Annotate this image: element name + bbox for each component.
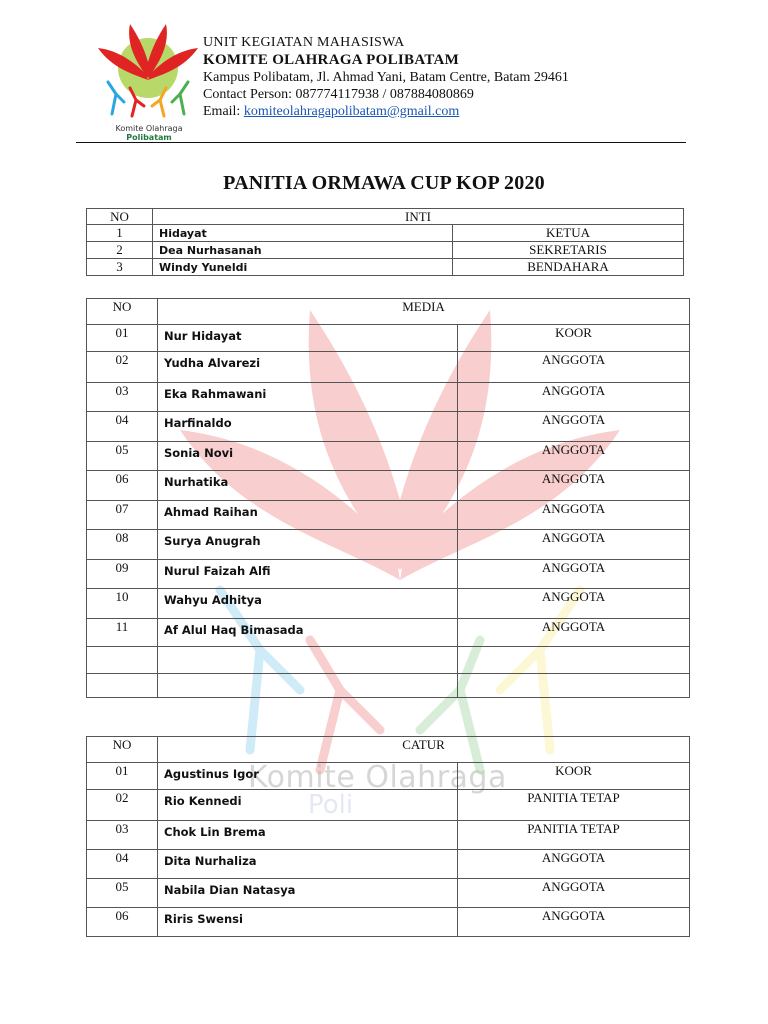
row-number: 08 — [87, 530, 158, 560]
inti-table — [86, 208, 684, 276]
member-role: ANGGOTA — [458, 471, 690, 501]
member-role: ANGGOTA — [458, 412, 690, 442]
row-number: 06 — [87, 471, 158, 501]
member-role: ANGGOTA — [458, 560, 690, 589]
member-role: KOOR — [458, 325, 690, 352]
table-row — [87, 383, 690, 412]
member-name: Ahmad Raihan — [158, 501, 458, 530]
table-row — [87, 471, 690, 501]
member-name: Surya Anugrah — [158, 530, 458, 560]
row-number — [87, 647, 158, 674]
member-name — [158, 674, 458, 698]
row-number: 01 — [87, 763, 158, 790]
table-row — [87, 619, 690, 647]
member-role: ANGGOTA — [458, 501, 690, 530]
row-number: 11 — [87, 619, 158, 647]
table-row — [87, 763, 690, 790]
row-number: 04 — [87, 850, 158, 879]
row-number: 06 — [87, 908, 158, 937]
table-row — [87, 879, 690, 908]
table-row — [87, 242, 684, 259]
table-row — [87, 908, 690, 937]
email-link[interactable]: komiteolahragapolibatam@gmail.com — [243, 104, 460, 119]
member-role: KETUA — [453, 225, 684, 242]
member-role — [458, 674, 690, 698]
table-row — [87, 325, 690, 352]
table-header-row — [87, 737, 690, 763]
table-row — [87, 560, 690, 589]
member-role: ANGGOTA — [458, 530, 690, 560]
row-number: 1 — [87, 225, 153, 242]
catur-table — [86, 736, 690, 937]
row-number: 05 — [87, 442, 158, 471]
row-number: 03 — [87, 383, 158, 412]
member-name: Nurul Faizah Alfi — [158, 560, 458, 589]
page-title: PANITIA ORMAWA CUP KOP 2020 — [223, 172, 545, 194]
member-name: Sonia Novi — [158, 442, 458, 471]
row-number: 09 — [87, 560, 158, 589]
member-role: KOOR — [458, 763, 690, 790]
table-row — [87, 674, 690, 698]
contact-person: Contact Person: 087774117938 / 087884080869 — [203, 87, 474, 102]
member-role — [458, 647, 690, 674]
unit-name: UNIT KEGIATAN MAHASISWA — [203, 35, 405, 50]
member-role: ANGGOTA — [458, 908, 690, 937]
member-name: Nabila Dian Natasya — [158, 879, 458, 908]
member-name: Hidayat — [153, 225, 453, 242]
member-role: PANITIA TETAP — [458, 821, 690, 850]
member-name: Rio Kennedi — [158, 790, 458, 821]
member-name: Nurhatika — [158, 471, 458, 501]
row-number: 2 — [87, 242, 153, 259]
member-name — [158, 647, 458, 674]
col-section-header: CATUR — [158, 737, 690, 763]
table-row — [87, 352, 690, 383]
member-name: Eka Rahmawani — [158, 383, 458, 412]
col-section-header: INTI — [153, 209, 684, 225]
table-row — [87, 850, 690, 879]
member-name: Dita Nurhaliza — [158, 850, 458, 879]
member-role: ANGGOTA — [458, 879, 690, 908]
logo-caption-title: Komite Olahraga — [115, 124, 183, 133]
member-role: ANGGOTA — [458, 589, 690, 619]
row-number — [87, 674, 158, 698]
row-number: 04 — [87, 412, 158, 442]
address: Kampus Polibatam, Jl. Ahmad Yani, Batam Centre, Batam 29461 — [203, 70, 569, 85]
organization-name: KOMITE OLAHRAGA POLIBATAM — [203, 52, 460, 68]
col-no-header: NO — [87, 737, 158, 763]
table-row — [87, 412, 690, 442]
row-number: 07 — [87, 501, 158, 530]
logo-caption — [100, 124, 198, 142]
email-label: Email: — [203, 104, 241, 119]
member-role: ANGGOTA — [458, 850, 690, 879]
row-number: 02 — [87, 790, 158, 821]
row-number: 3 — [87, 259, 153, 276]
email-line — [203, 103, 569, 120]
watermark-subtext: Poli — [308, 790, 354, 820]
table-row — [87, 225, 684, 242]
letterhead — [203, 34, 569, 120]
row-number: 01 — [87, 325, 158, 352]
member-role: ANGGOTA — [458, 619, 690, 647]
col-no-header: NO — [87, 299, 158, 325]
table-row — [87, 647, 690, 674]
row-number: 03 — [87, 821, 158, 850]
letterhead-divider — [76, 142, 686, 143]
member-role: SEKRETARIS — [453, 242, 684, 259]
member-role: ANGGOTA — [458, 383, 690, 412]
member-role: ANGGOTA — [458, 352, 690, 383]
member-name: Nur Hidayat — [158, 325, 458, 352]
member-role: BENDAHARA — [453, 259, 684, 276]
table-header-row — [87, 299, 690, 325]
table-row — [87, 821, 690, 850]
table-header-row — [87, 209, 684, 225]
logo-caption-subtitle: Polibatam — [126, 133, 172, 142]
watermark-text: Komite Olahraga — [248, 760, 507, 795]
col-no-header: NO — [87, 209, 153, 225]
member-name: Dea Nurhasanah — [153, 242, 453, 259]
row-number: 02 — [87, 352, 158, 383]
member-name: Wahyu Adhitya — [158, 589, 458, 619]
member-name: Yudha Alvarezi — [158, 352, 458, 383]
member-name: Harfinaldo — [158, 412, 458, 442]
col-section-header: MEDIA — [158, 299, 690, 325]
table-row — [87, 259, 684, 276]
table-row — [87, 589, 690, 619]
table-row — [87, 501, 690, 530]
row-number: 05 — [87, 879, 158, 908]
member-name: Riris Swensi — [158, 908, 458, 937]
member-role: ANGGOTA — [458, 442, 690, 471]
table-row — [87, 790, 690, 821]
member-name: Agustinus Igor — [158, 763, 458, 790]
member-name: Windy Yuneldi — [153, 259, 453, 276]
member-name: Af Alul Haq Bimasada — [158, 619, 458, 647]
table-row — [87, 442, 690, 471]
row-number: 10 — [87, 589, 158, 619]
member-name: Chok Lin Brema — [158, 821, 458, 850]
table-row — [87, 530, 690, 560]
member-role: PANITIA TETAP — [458, 790, 690, 821]
media-table — [86, 298, 690, 698]
